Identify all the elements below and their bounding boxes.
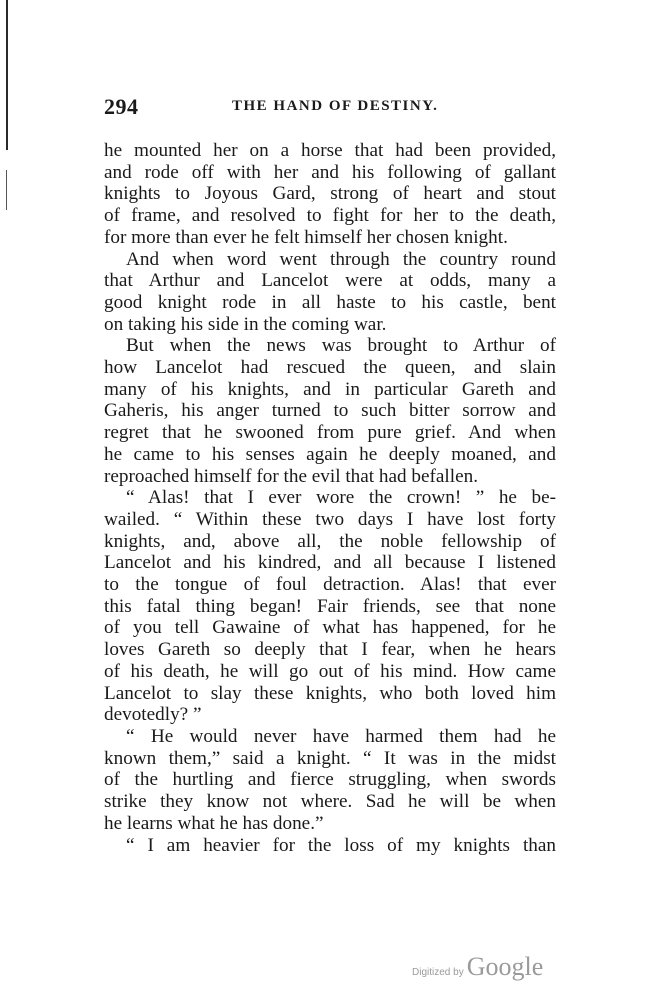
page-number: 294: [104, 94, 139, 119]
text-line: loves Gareth so deeply that I fear, when he hears: [104, 639, 556, 661]
text-line: many of his knights, and in particular Gareth and: [104, 378, 556, 400]
text-line: known them,” said a knight. “ It was in the midst: [104, 747, 556, 769]
running-title: THE HAND OF DESTINY.: [232, 98, 439, 114]
text-line: good knight rode in all haste to his castle, bent: [104, 291, 556, 313]
watermark-brand: Google: [466, 952, 544, 981]
text-line: regret that he swooned from pure grief. And when: [104, 422, 556, 444]
text-line: of the hurtling and fierce struggling, when swords: [104, 769, 556, 791]
text-line: But when the news was brought to Arthur of: [126, 335, 556, 357]
text-line: how Lancelot had rescued the queen, and slain: [104, 357, 556, 379]
text-line: “ He would never have harmed them had he: [126, 725, 556, 747]
digitized-watermark: [412, 952, 543, 982]
text-line: for more than ever he felt himself her chosen knight.: [104, 226, 508, 248]
text-line: Lancelot and his kindred, and all because I listened: [104, 552, 556, 574]
text-line: this fatal thing began! Fair friends, see that none: [104, 595, 556, 617]
text-line: of his death, he will go out of his mind. How came: [104, 660, 556, 682]
text-line: strike they know not where. Sad he will be when: [104, 791, 556, 813]
page-edge-line: [6, 0, 8, 150]
text-line: “ I am heavier for the loss of my knights than: [126, 834, 556, 856]
text-line: reproached himself for the evil that had befallen.: [104, 465, 478, 487]
text-line: he came to his senses again he deeply moaned, and: [104, 443, 556, 465]
text-line: he learns what he has done.”: [104, 812, 324, 834]
text-line: knights to Joyous Gard, strong of heart and stout: [104, 183, 556, 205]
text-line: he mounted her on a horse that had been provided,: [104, 140, 556, 161]
text-line: that Arthur and Lancelot were at odds, many a: [104, 270, 556, 292]
page-header: [104, 94, 556, 126]
text-line: Lancelot to slay these knights, who both loved him: [104, 682, 556, 704]
text-line: of you tell Gawaine of what has happened, for he: [104, 617, 556, 639]
watermark-prefix: Digitized by: [412, 967, 464, 978]
text-line: And when word went through the country round: [126, 248, 556, 270]
text-line: knights, and, above all, the noble fellowship of: [104, 530, 556, 552]
text-line: to the tongue of foul detraction. Alas! that ever: [104, 574, 556, 596]
text-line: wailed. “ Within these two days I have lost forty: [104, 508, 556, 530]
text-line: Gaheris, his anger turned to such bitter sorrow and: [104, 400, 556, 422]
body-text: [104, 140, 556, 856]
text-line: devotedly? ”: [104, 704, 202, 726]
text-line: of frame, and resolved to fight for her to the death,: [104, 205, 556, 227]
text-line: and rode off with her and his following of gallant: [104, 161, 556, 183]
text-line: on taking his side in the coming war.: [104, 313, 387, 335]
text-line: “ Alas! that I ever wore the crown! ” he be-: [126, 487, 556, 509]
page-edge-line: [6, 170, 7, 210]
